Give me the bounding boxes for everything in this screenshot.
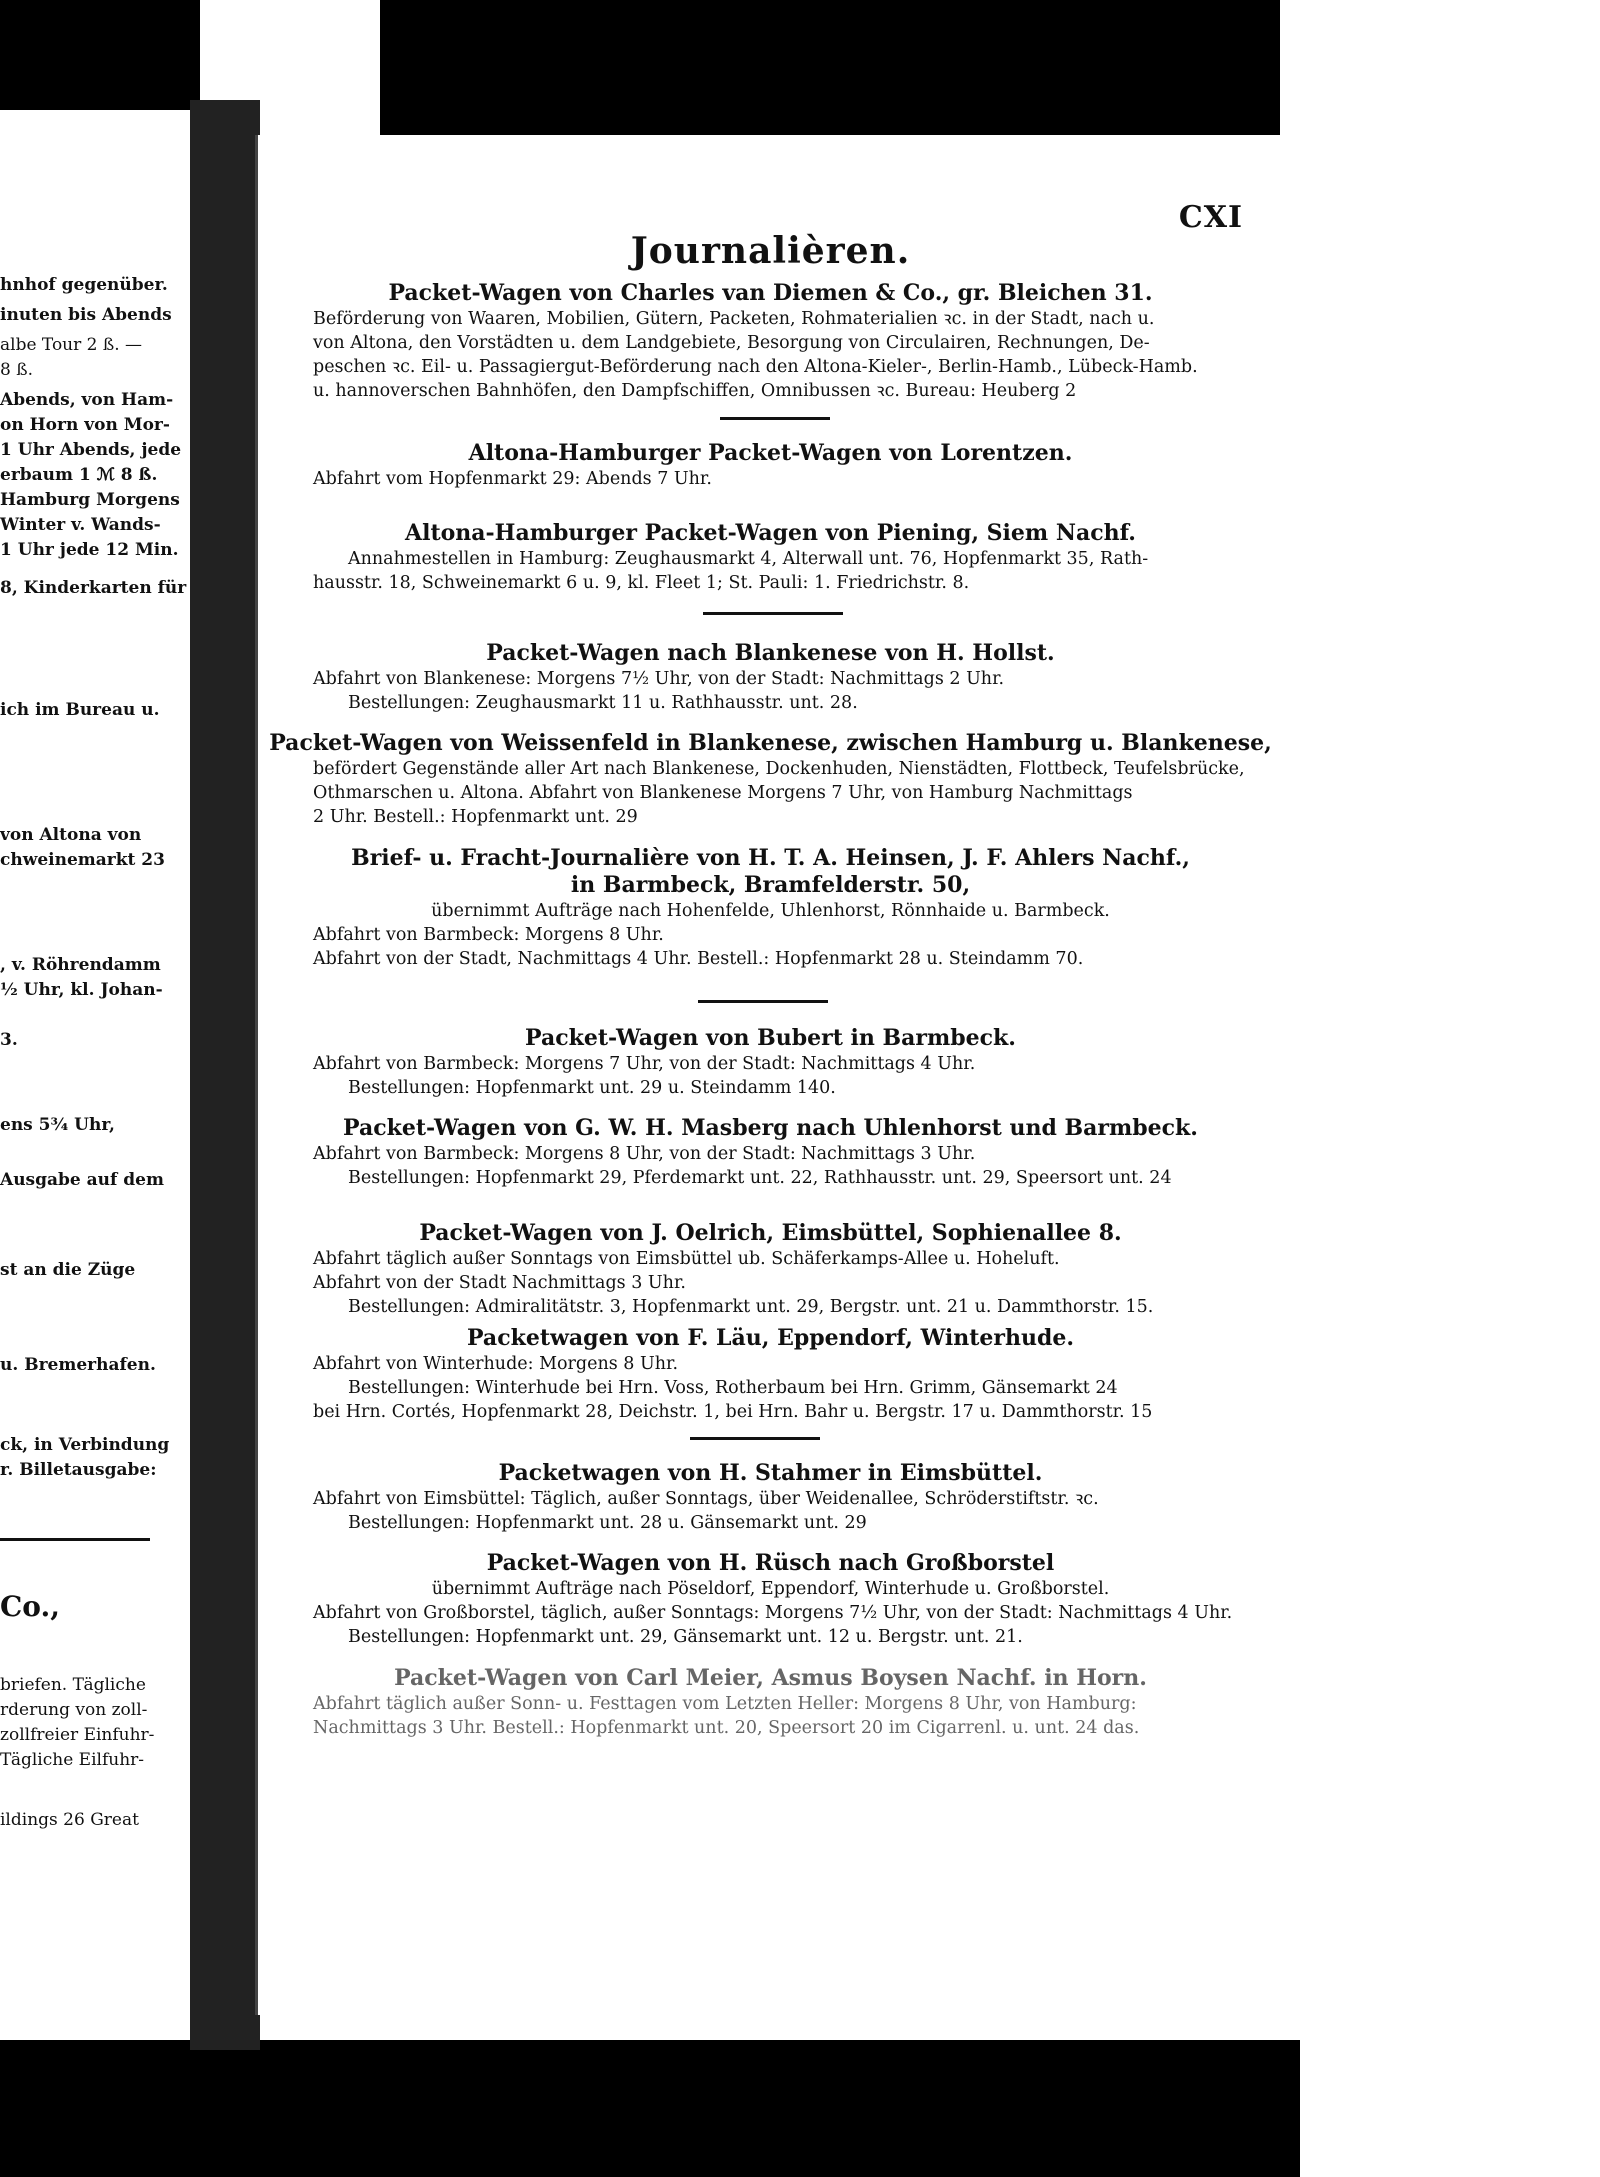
previous-page-fragment [0,110,196,2040]
left-fragment-line: 8 ß. [0,360,33,380]
left-fragment-line: 8, Kinderkarten für [0,578,187,598]
entry-line: Abfahrt von Eimsbüttel: Täglich, außer Sonntags, über Weidenallee, Schröderstiftstr. ꝛc. [313,1489,1099,1509]
left-fragment-line: ildings 26 Great [0,1810,139,1830]
entry-heading: Packet-Wagen von Charles van Diemen & Co., gr. Bleichen 31. [388,280,1153,306]
entry-masberg [258,1115,1283,1190]
entry-line: peschen ꝛc. Eil- u. Passagiergut-Beförderung nach den Altona-Kieler-, Berlin-Hamb., Lübeck-Hamb. [313,357,1198,377]
left-fragment-line: Winter v. Wands- [0,515,161,535]
entry-van-diemen [258,280,1283,403]
left-fragment-rule [0,1538,150,1541]
entry-hollst [258,640,1283,715]
left-fragment-line: u. Bremerhafen. [0,1355,156,1375]
section-rule [703,612,843,615]
entry-line: von Altona, den Vorstädten u. dem Landgebiete, Besorgung von Circulairen, Rechnungen, De- [313,333,1150,353]
entry-line: Bestellungen: Hopfenmarkt 29, Pferdemarkt unt. 22, Rathhausstr. unt. 29, Speersort unt. 24 [348,1168,1172,1188]
left-fragment-line: 1 Uhr Abends, jede [0,440,182,460]
document-page [255,135,1283,2015]
entry-line: Abfahrt von Winterhude: Morgens 8 Uhr. [313,1354,679,1374]
entry-stahmer [258,1460,1283,1535]
left-fragment-line: briefen. Tägliche [0,1675,146,1695]
entry-line: Othmarschen u. Altona. Abfahrt von Blankenese Morgens 7 Uhr, von Hamburg Nachmittags [313,783,1133,803]
entry-heading: Packet-Wagen von H. Rüsch nach Großborstel [486,1550,1055,1576]
left-fragment-line: zollfreier Einfuhr- [0,1725,155,1745]
left-fragment-line: on Horn von Mor- [0,415,170,435]
entry-lorentzen [258,440,1283,491]
left-fragment-line: Abends, von Ham- [0,390,174,410]
entry-line: Abfahrt von Barmbeck: Morgens 8 Uhr. [313,925,664,945]
left-fragment-line: , v. Röhrendamm [0,955,161,975]
entry-meier [258,1665,1283,1740]
entry-line: Nachmittags 3 Uhr. Bestell.: Hopfenmarkt unt. 20, Speersort 20 im Cigarrenl. u. unt. 24 das. [313,1718,1140,1738]
entry-ruesch [258,1550,1283,1649]
entry-line: befördert Gegenstände aller Art nach Blankenese, Dockenhuden, Nienstädten, Flottbeck, Teufelsbrücke, [313,759,1245,779]
entry-heading: Altona-Hamburger Packet-Wagen von Lorentzen. [468,440,1073,466]
entry-line: Abfahrt täglich außer Sonn- u. Festtagen vom Letzten Heller: Morgens 8 Uhr, von Hamburg: [313,1694,1137,1714]
entry-line: Abfahrt von Barmbeck: Morgens 7 Uhr, von der Stadt: Nachmittags 4 Uhr. [313,1054,976,1074]
entry-weissenfeld [258,730,1283,829]
left-fragment-line: von Altona von [0,825,142,845]
left-fragment-line: Co., [0,1590,60,1623]
left-fragment-line: Ausgabe auf dem [0,1170,164,1190]
left-fragment-line: 3. [0,1030,18,1050]
entry-heading-continued: in Barmbeck, Bramfelderstr. 50, [570,872,971,898]
entry-laeu [258,1325,1283,1424]
entry-line: Annahmestellen in Hamburg: Zeughausmarkt 4, Alterwall unt. 76, Hopfenmarkt 35, Rath- [348,549,1149,569]
entry-heading: Packet-Wagen von Carl Meier, Asmus Boysen Nachf. in Horn. [394,1665,1147,1691]
left-fragment-line: ½ Uhr, kl. Johan- [0,980,163,1000]
entry-line: Bestellungen: Zeughausmarkt 11 u. Rathhausstr. unt. 28. [348,693,858,713]
left-fragment-line: ich im Bureau u. [0,700,160,720]
left-fragment-line: erbaum 1 ℳ 8 ß. [0,465,158,485]
left-fragment-line: Hamburg Morgens [0,490,180,510]
entry-line: Bestellungen: Admiralitätstr. 3, Hopfenmarkt unt. 29, Bergstr. unt. 21 u. Dammthorstr. 15. [348,1297,1154,1317]
left-fragment-line: hnhof gegenüber. [0,275,168,295]
entry-bubert [258,1025,1283,1100]
entry-heading: Packet-Wagen von J. Oelrich, Eimsbüttel, Sophienallee 8. [419,1220,1122,1246]
entry-piening [258,520,1283,595]
left-fragment-line: ck, in Verbindung [0,1435,170,1455]
entry-line: hausstr. 18, Schweinemarkt 6 u. 9, kl. Fleet 1; St. Pauli: 1. Friedrichstr. 8. [313,573,970,593]
entry-heading: Packet-Wagen von Weissenfeld in Blankenese, zwischen Hamburg u. Blankenese, [269,730,1272,756]
left-fragment-line: albe Tour 2 ß. — [0,335,143,355]
entry-center-line: übernimmt Aufträge nach Hohenfelde, Uhlenhorst, Rönnhaide u. Barmbeck. [431,901,1110,921]
entry-heading: Brief- u. Fracht-Journalière von H. T. A. Heinsen, J. F. Ahlers Nachf., [351,845,1190,871]
left-fragment-line: Tägliche Eilfuhr- [0,1750,145,1770]
book-spine [190,100,260,2050]
page-number: CXI [1178,200,1243,235]
entry-heading: Packet-Wagen von G. W. H. Masberg nach Uhlenhorst und Barmbeck. [343,1115,1198,1141]
entry-line: Abfahrt täglich außer Sonntags von Eimsbüttel ub. Schäferkamps-Allee u. Hoheluft. [313,1249,1060,1269]
left-fragment-line: inuten bis Abends [0,305,172,325]
entry-heading: Packetwagen von H. Stahmer in Eimsbüttel. [498,1460,1043,1486]
left-fragment-line: 1 Uhr jede 12 Min. [0,540,179,560]
scan-border-bottom [200,2040,1300,2177]
entry-line: bei Hrn. Cortés, Hopfenmarkt 28, Deichstr. 1, bei Hrn. Bahr u. Bergstr. 17 u. Dammthorstr. 15 [313,1402,1153,1422]
entry-line: Bestellungen: Winterhude bei Hrn. Voss, Rotherbaum bei Hrn. Grimm, Gänsemarkt 24 [348,1378,1118,1398]
entry-center-line: übernimmt Aufträge nach Pöseldorf, Eppendorf, Winterhude u. Großborstel. [431,1579,1110,1599]
entry-line: Bestellungen: Hopfenmarkt unt. 28 u. Gänsemarkt unt. 29 [348,1513,867,1533]
entry-line: 2 Uhr. Bestell.: Hopfenmarkt unt. 29 [313,807,638,827]
scan-background-right [1280,0,1600,2177]
entry-line: Abfahrt von Blankenese: Morgens 7½ Uhr, von der Stadt: Nachmittags 2 Uhr. [313,669,1005,689]
entry-line: Abfahrt von Großborstel, täglich, außer Sonntags: Morgens 7½ Uhr, von der Stadt: Nachmittags 4 Uhr. [313,1603,1233,1623]
entry-heading: Packet-Wagen von Bubert in Barmbeck. [525,1025,1016,1051]
entry-line: u. hannoverschen Bahnhöfen, den Dampfschiffen, Omnibussen ꝛc. Bureau: Heuberg 2 [313,381,1077,401]
entry-oelrich [258,1220,1283,1319]
entry-line: Bestellungen: Hopfenmarkt unt. 29, Gänsemarkt unt. 12 u. Bergstr. unt. 21. [348,1627,1023,1647]
left-fragment-line: rderung von zoll- [0,1700,148,1720]
entry-line: Abfahrt von Barmbeck: Morgens 8 Uhr, von der Stadt: Nachmittags 3 Uhr. [313,1144,976,1164]
left-fragment-line: ens 5¾ Uhr, [0,1115,115,1135]
left-fragment-line: chweinemarkt 23 [0,850,165,870]
entry-heinsen [258,845,1283,971]
entry-heading: Packetwagen von F. Läu, Eppendorf, Winterhude. [466,1325,1075,1351]
entry-line: Abfahrt vom Hopfenmarkt 29: Abends 7 Uhr. [313,469,712,489]
section-rule [698,1000,828,1003]
entry-heading: Packet-Wagen nach Blankenese von H. Hollst. [486,640,1055,666]
entry-line: Abfahrt von der Stadt, Nachmittags 4 Uhr. Bestell.: Hopfenmarkt 28 u. Steindamm 70. [313,949,1084,969]
section-rule [690,1437,820,1440]
left-fragment-line: r. Billetausgabe: [0,1460,157,1480]
section-rule [720,417,830,420]
scan-border-top [380,0,1300,135]
entry-line: Bestellungen: Hopfenmarkt unt. 29 u. Steindamm 140. [348,1078,836,1098]
entry-heading: Altona-Hamburger Packet-Wagen von Piening, Siem Nachf. [405,520,1136,546]
entry-line: Beförderung von Waaren, Mobilien, Gütern, Packeten, Rohmaterialien ꝛc. in der Stadt, nach u. [313,309,1155,329]
left-fragment-line: st an die Züge [0,1260,136,1280]
entry-line: Abfahrt von der Stadt Nachmittags 3 Uhr. [313,1273,686,1293]
page-title: Journalièren. [630,230,911,272]
